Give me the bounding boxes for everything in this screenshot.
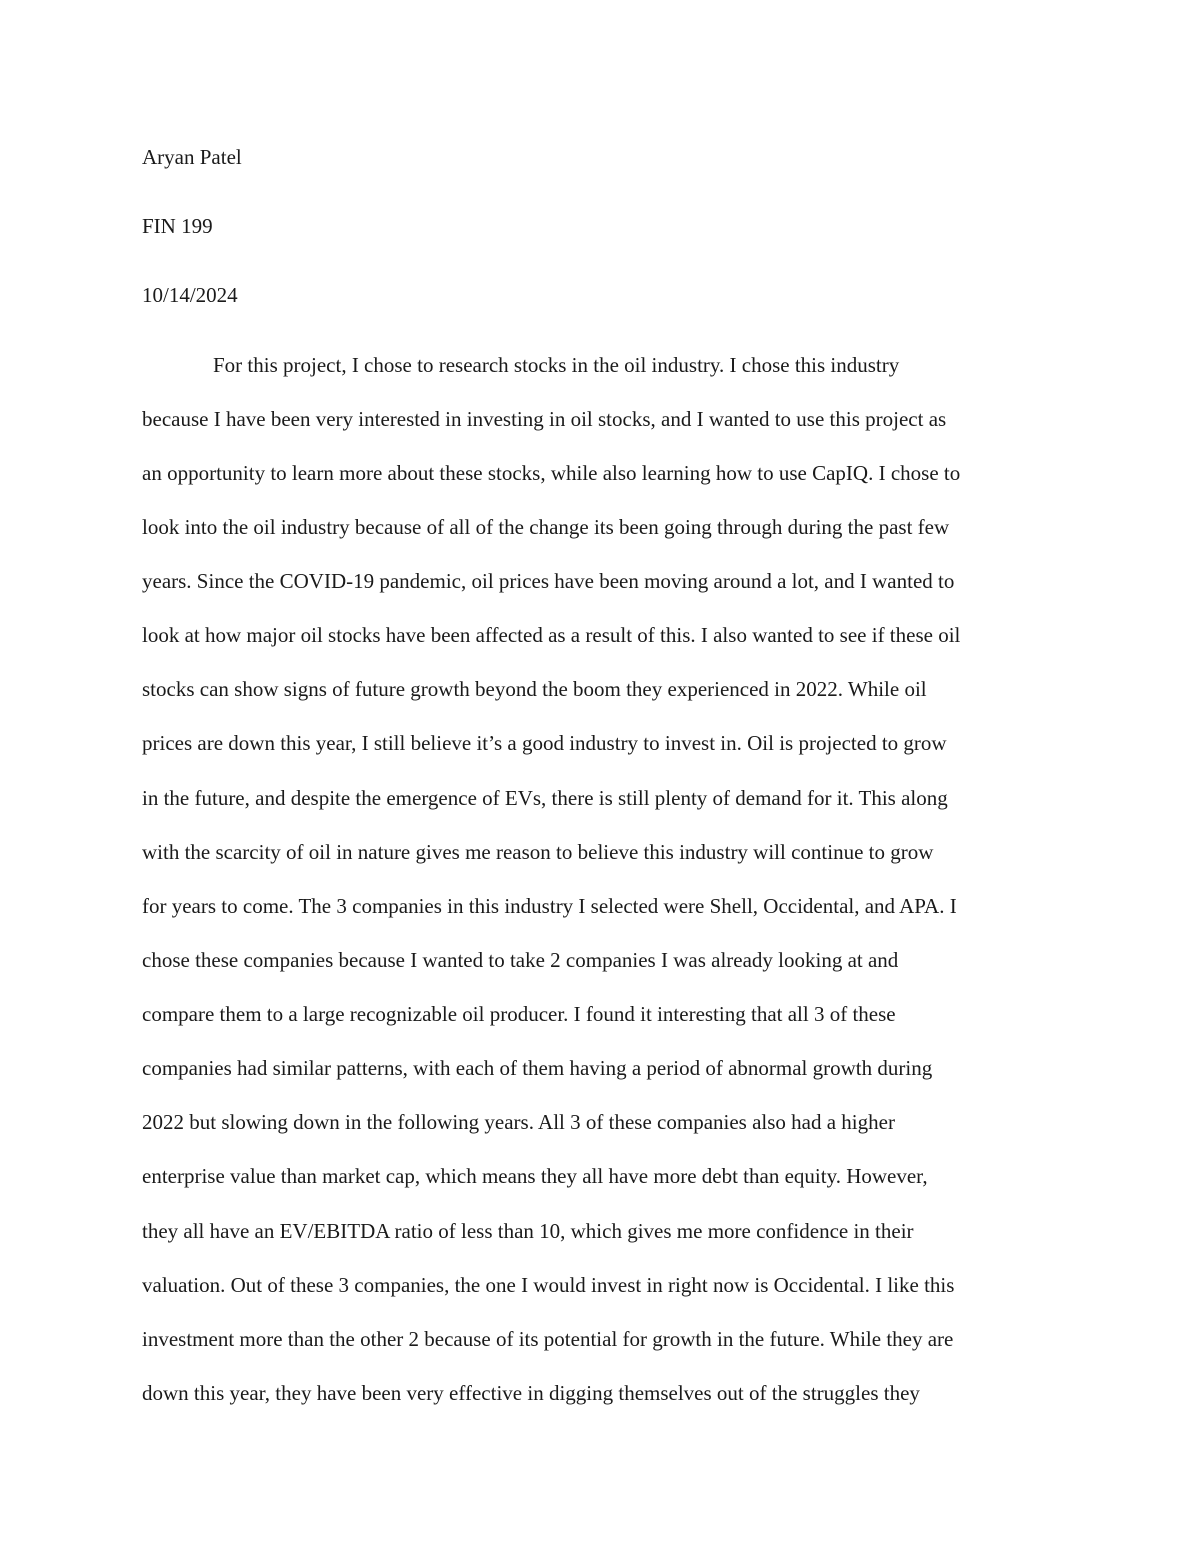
body-line: valuation. Out of these 3 companies, the one I would invest in right now is Occidental. I like this xyxy=(142,1273,955,1297)
body-line: prices are down this year, I still believe it’s a good industry to invest in. Oil is projected to grow xyxy=(142,731,947,755)
body-line: they all have an EV/EBITDA ratio of less than 10, which gives me more confidence in their xyxy=(142,1219,914,1243)
body-line: with the scarcity of oil in nature gives me reason to believe this industry will continue to grow xyxy=(142,840,934,864)
body-line: investment more than the other 2 because of its potential for growth in the future. While they are xyxy=(142,1327,954,1351)
body-line: an opportunity to learn more about these stocks, while also learning how to use CapIQ. I chose to xyxy=(142,461,961,485)
body-line: 2022 but slowing down in the following years. All 3 of these companies also had a higher xyxy=(142,1110,895,1134)
body-line: look at how major oil stocks have been affected as a result of this. I also wanted to see if these oil xyxy=(142,623,961,647)
body-line: look into the oil industry because of all of the change its been going through during the past few xyxy=(142,515,950,539)
body-line: because I have been very interested in investing in oil stocks, and I wanted to use this project as xyxy=(142,407,947,431)
body-line: chose these companies because I wanted to take 2 companies I was already looking at and xyxy=(142,948,899,972)
body-line: compare them to a large recognizable oil producer. I found it interesting that all 3 of these xyxy=(142,1002,896,1026)
body-line: years. Since the COVID-19 pandemic, oil prices have been moving around a lot, and I wanted to xyxy=(142,569,955,593)
author-name: Aryan Patel xyxy=(142,145,242,169)
body-line: companies had similar patterns, with each of them having a period of abnormal growth during xyxy=(142,1056,933,1080)
body-line: for years to come. The 3 companies in this industry I selected were Shell, Occidental, and APA. I xyxy=(142,894,957,918)
body-line: stocks can show signs of future growth beyond the boom they experienced in 2022. While oil xyxy=(142,677,927,701)
body-line: For this project, I chose to research stocks in the oil industry. I chose this industry xyxy=(213,353,900,377)
course-code: FIN 199 xyxy=(142,214,213,238)
body-line: down this year, they have been very effective in digging themselves out of the struggles they xyxy=(142,1381,920,1405)
document-date: 10/14/2024 xyxy=(142,283,238,307)
body-line: in the future, and despite the emergence of EVs, there is still plenty of demand for it. This along xyxy=(142,786,948,810)
body-line: enterprise value than market cap, which means they all have more debt than equity. However, xyxy=(142,1164,928,1188)
